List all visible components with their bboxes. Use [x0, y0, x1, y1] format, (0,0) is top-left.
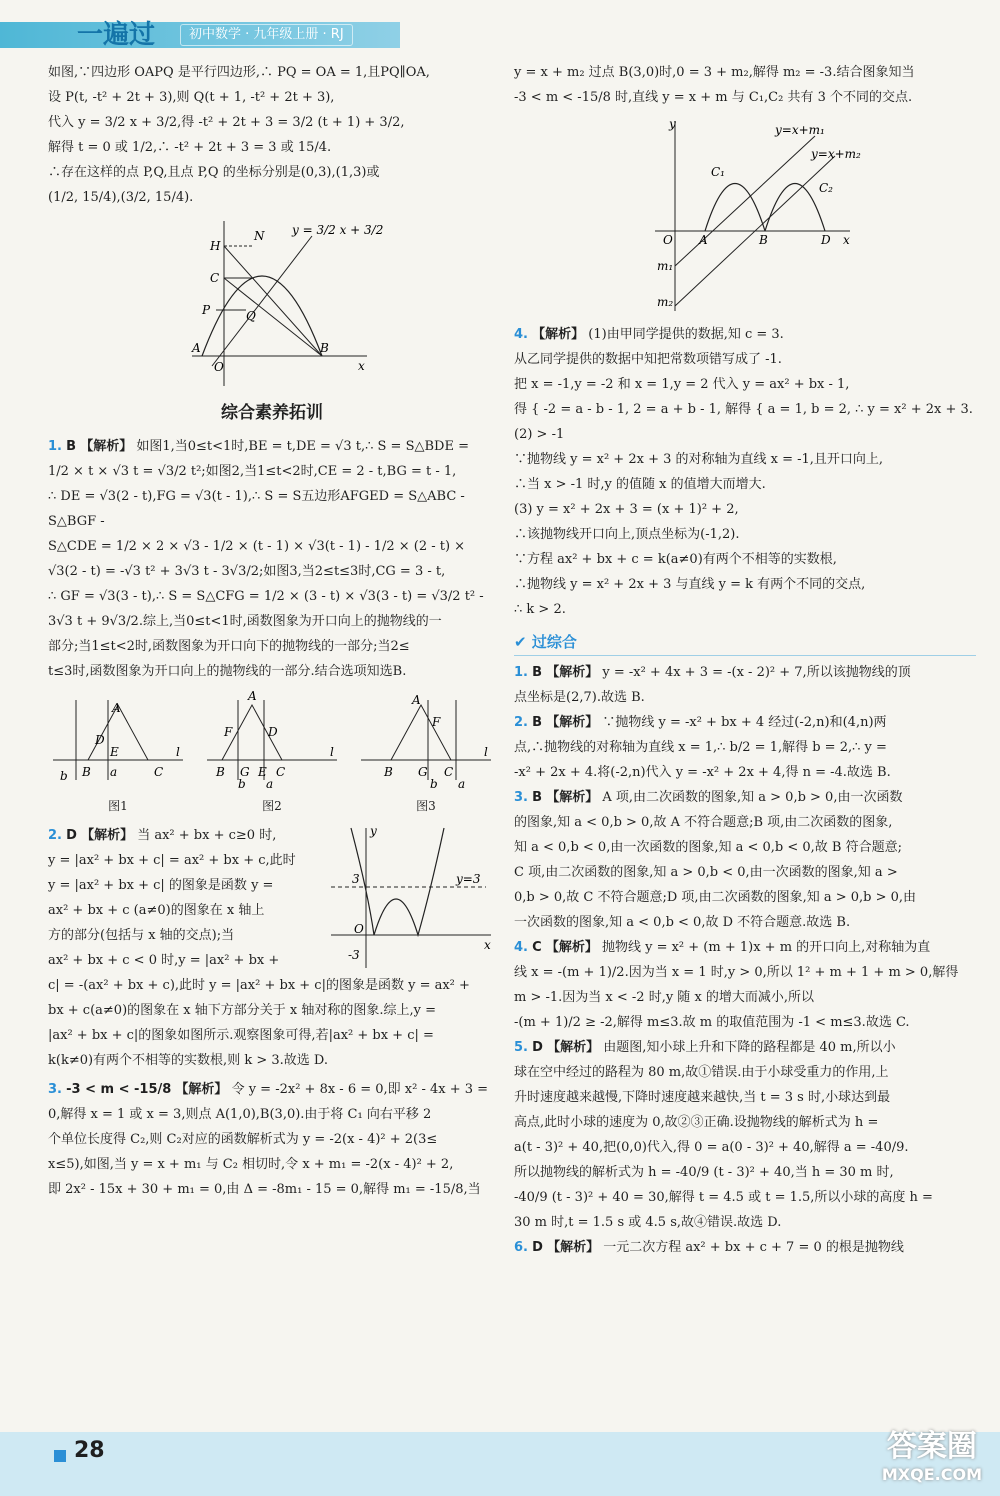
text-line: 令 y = -2x² + 8x - 6 = 0,即 x² - 4x + 3 =: [231, 1082, 489, 1097]
svg-text:b: b: [238, 777, 246, 791]
text-line: -x² + 2x + 4.将(-2,n)代入 y = -x² + 2x + 4,得 n = -4.故选 B.: [514, 765, 891, 780]
fig-label: x: [843, 233, 850, 247]
question-1: [48, 434, 496, 819]
text-line: 高点,此时小球的速度为 0,故②③正确.设抛物线的解析式为 h =: [514, 1115, 879, 1130]
text-line: 如图,∵四边形 OAPQ 是平行四边形,∴ PQ = OA = 1,且PQ∥OA,: [48, 65, 430, 80]
text-line: 3√3 t + 9√3/2.综上,当0≤t<1时,函数图象为开口向上的抛物线的一: [48, 614, 442, 629]
svg-text:E: E: [258, 765, 267, 779]
answer-choice: D: [532, 1240, 543, 1255]
svg-text:b: b: [60, 769, 68, 783]
text-line: 设 P(t, -t² + 2t + 3),则 Q(t + 1, -t² + 2t + 3),: [48, 90, 335, 105]
text-line: 升时速度越来越慢,下降时速度越来越快,当 t = 3 s 时,小球达到最: [514, 1090, 891, 1105]
text-line: y = x + m₂ 过点 B(3,0)时,0 = 3 + m₂,解得 m₂ = -3.结合图象知当: [514, 65, 915, 80]
svg-text:B: B: [384, 765, 393, 779]
svg-text:G: G: [240, 765, 250, 779]
fig-label: N: [254, 229, 265, 243]
svg-text:l: l: [176, 745, 180, 759]
fig-label: C₁: [711, 165, 725, 179]
figure-1: [48, 690, 188, 819]
fig-label: O: [663, 233, 673, 247]
text-line: ax² + bx + c (a≠0)的图象在 x 轴上: [48, 903, 265, 918]
text-line: ∴ GF = √3(3 - t),∴ S = S△CFG = 1/2 × (3 - t) × √3(3 - t) = √3/2 t² -: [48, 589, 484, 604]
question-number: 6.: [514, 1240, 528, 1255]
check-icon: ✔: [514, 633, 527, 651]
text-line: 把 x = -1,y = -2 和 x = 1,y = 2 代入 y = ax² + bx - 1,: [514, 377, 850, 392]
fig-label: B: [759, 233, 768, 247]
watermark-url: MXQE.COM: [881, 1465, 982, 1484]
text-line: y = -x² + 4x + 3 = -(x - 2)² + 7,所以该抛物线的顶: [602, 665, 911, 680]
question-list: [514, 660, 976, 1260]
question-number: 2.: [48, 828, 62, 843]
fig-label: y = 3/2 x + 3/2: [292, 223, 384, 237]
text-line: 1/2 × t × √3 t = √3/2 t²;如图2,当1≤t<2时,CE = 2 - t,BG = t - 1,: [48, 464, 457, 479]
prev-answer-continuation: [48, 60, 496, 210]
svg-text:B: B: [82, 765, 91, 779]
text-line: -40/9 (t - 3)² + 40 = 30,解得 t = 4.5 或 t = 1.5,所以小球的高度 h =: [514, 1190, 933, 1205]
fig-label: Q: [246, 309, 256, 323]
analysis-tag: 【解析】: [546, 665, 599, 680]
question-3: [48, 1077, 496, 1202]
text-line: 即 2x² - 15x + 30 + m₁ = 0,由 Δ = -8m₁ - 15 = 0,解得 m₁ = -15/8,当: [48, 1182, 481, 1197]
svg-text:F: F: [224, 725, 233, 739]
text-line: 点,∴抛物线的对称轴为直线 x = 1,∴ b/2 = 1,解得 b = 2,∴ y =: [514, 740, 887, 755]
parallelogram-parabola-figure: [172, 216, 384, 391]
fig-label: D: [821, 233, 831, 247]
text-line: (1)由甲同学提供的数据,知 c = 3.: [588, 327, 784, 342]
text-line: √3(2 - t) = -√3 t² + 3√3 t - 3√3/2;如图3,当2≤t≤3时,CG = 3 - t,: [48, 564, 446, 579]
text-line: 0,解得 x = 1 或 x = 3,则点 A(1,0),B(3,0).由于将 C₁ 向右平移 2: [48, 1107, 432, 1122]
analysis-tag: 【解析】: [546, 715, 599, 730]
answer-choice: B: [532, 790, 543, 805]
list-item: [514, 1235, 976, 1260]
figure-2: [202, 690, 342, 819]
text-line: 从乙同学提供的数据中知把常数项错写成了 -1.: [514, 352, 782, 367]
svg-text:A: A: [112, 701, 121, 715]
answer-choice: B: [532, 665, 543, 680]
analysis-tag: 【解析】: [532, 327, 585, 342]
watermark-title: 答案圈: [886, 1429, 977, 1464]
text-line: ∵抛物线 y = x² + 2x + 3 的对称轴为直线 x = -1,且开口向上,: [514, 452, 884, 467]
page-marker-icon: [54, 1450, 66, 1462]
question-number: 3.: [48, 1082, 62, 1097]
fig-label: A: [699, 233, 708, 247]
fig-label: y=x+m₂: [811, 147, 861, 161]
text-line: x≤5),如图,当 y = x + m₁ 与 C₂ 相切时,令 x + m₁ = -2(x - 4)² + 2,: [48, 1157, 454, 1172]
figure-3: [356, 690, 496, 819]
text-line: 一次函数的图象,知 a < 0,b < 0,故 D 不符合题意.故选 B.: [514, 915, 851, 930]
text-line: 代入 y = 3/2 x + 3/2,得 -t² + 2t + 3 = 3/2 (t + 1) + 3/2,: [48, 115, 405, 130]
answer-choice: B: [66, 439, 77, 454]
fig-label: m₁: [657, 259, 674, 273]
text-line: S△CDE = 1/2 × 2 × √3 - 1/2 × (t - 1) × √3(t - 1) - 1/2 × (2 - t) ×: [48, 539, 466, 554]
text-line: 方的部分(包括与 x 轴的交点);当: [48, 928, 235, 943]
text-line: 个单位长度得 C₂,则 C₂对应的函数解析式为 y = -2(x - 4)² + 2(3≤: [48, 1132, 438, 1147]
fig-label: P: [202, 303, 211, 317]
page-number: 28: [74, 1438, 105, 1463]
analysis-tag: 【解析】: [547, 1040, 600, 1055]
analysis-tag: 【解析】: [175, 1082, 228, 1097]
text-line: |ax² + bx + c|的图象如图所示.观察图象可得,若|ax² + bx + c| =: [48, 1028, 434, 1043]
breadcrumb: 初中数学 · 九年级上册 · RJ: [180, 24, 353, 46]
text-line: 抛物线 y = x² + (m + 1)x + m 的开口向上,对称轴为直: [601, 940, 931, 955]
text-line: t≤3时,函数图象为开口向上的抛物线的一部分.结合选项知选B.: [48, 664, 407, 679]
text-line: ∵抛物线 y = -x² + bx + 4 经过(-2,n)和(4,n)两: [602, 715, 887, 730]
text-line: 点坐标是(2,7).故选 B.: [514, 690, 645, 705]
text-line: -3 < m < -15/8 时,直线 y = x + m 与 C₁,C₂ 共有 3 个不同的交点.: [514, 90, 913, 105]
text-line: c| = -(ax² + bx + c),此时 y = |ax² + bx + c|的图象是函数 y = ax² +: [48, 978, 470, 993]
text-line: (2) > -1: [514, 427, 565, 442]
text-line: ax² + bx + c < 0 时,y = |ax² + bx +: [48, 953, 280, 968]
fig-label: y: [669, 117, 676, 131]
text-line: 0,b > 0,故 C 不符合题意;D 项,由二次函数的图象,知 a > 0,b > 0,由: [514, 890, 917, 905]
fig-label: x: [484, 938, 491, 952]
svg-text:C: C: [154, 765, 164, 779]
svg-text:B: B: [216, 765, 225, 779]
section-title-text: 过综合: [531, 633, 577, 651]
svg-text:C: C: [276, 765, 286, 779]
text-line: ∴该抛物线开口向上,顶点坐标为(-1,2).: [514, 527, 740, 542]
text-line: A 项,由二次函数的图象,知 a > 0,b > 0,由一次函数: [602, 790, 903, 805]
svg-text:a: a: [110, 765, 118, 779]
fig-label: C: [210, 271, 220, 285]
text-line: bx + c(a≠0)的图象在 x 轴下方部分关于 x 轴对称的图象.综上,y =: [48, 1003, 436, 1018]
text-line: 部分;当1≤t<2时,函数图象为开口向下的抛物线的一部分;当2≤: [48, 639, 410, 654]
text-line: 解得 t = 0 或 1/2,∴ -t² + 2t + 3 = 3 或 15/4.: [48, 140, 332, 155]
triangle-figures: [48, 690, 496, 819]
svg-text:a: a: [458, 777, 466, 791]
text-line: y = |ax² + bx + c| = ax² + bx + c,此时: [48, 853, 296, 868]
question-number: 1.: [48, 439, 62, 454]
two-parabolas-figure: [635, 116, 861, 316]
question-number: 4.: [514, 327, 528, 342]
answer-choice: B: [532, 715, 543, 730]
question-number: 4.: [514, 940, 528, 955]
text-line: 由题图,知小球上升和下降的路程都是 40 m,所以小: [603, 1040, 896, 1055]
svg-text:b: b: [430, 777, 438, 791]
svg-text:D: D: [95, 733, 105, 747]
text-line: 所以抛物线的解析式为 h = -40/9 (t - 3)² + 40,当 h = 30 m 时,: [514, 1165, 894, 1180]
text-line: ∵方程 ax² + bx + c = k(a≠0)有两个不相等的实数根,: [514, 552, 837, 567]
text-line: 得 { -2 = a - b - 1, 2 = a + b - 1, 解得 { a = 1, b = 2, ∴ y = x² + 2x + 3.: [514, 402, 973, 417]
fig-label: H: [210, 239, 221, 253]
text-line: -(m + 1)/2 ≥ -2,解得 m≤3.故 m 的取值范围为 -1 < m≤3.故选 C.: [514, 1015, 910, 1030]
analysis-tag: 【解析】: [547, 1240, 600, 1255]
text-line: 知 a < 0,b < 0,由一次函数的图象,知 a < 0,b < 0,故 B 符合题意;: [514, 840, 902, 855]
right-column: [514, 60, 976, 1260]
svg-text:G: G: [418, 765, 428, 779]
fig-label: B: [320, 341, 329, 355]
figure-caption: 图1: [108, 799, 128, 813]
fig-label: 3: [352, 872, 360, 886]
list-item: [514, 710, 976, 785]
question-number: 2.: [514, 715, 528, 730]
fig-label: C₂: [819, 181, 833, 195]
text-line: ∴当 x > -1 时,y 的值随 x 的值增大而增大.: [514, 477, 766, 492]
text-line: 的图象,知 a < 0,b > 0,故 A 不符合题意;B 项,由二次函数的图象,: [514, 815, 893, 830]
text-line: ∴抛物线 y = x² + 2x + 3 与直线 y = k 有两个不同的交点,: [514, 577, 866, 592]
fig-label: y: [370, 824, 377, 838]
text-line: 球在空中经过的路程为 80 m,故①错误.由于小球受重力的作用,上: [514, 1065, 889, 1080]
analysis-tag: 【解析】: [81, 828, 134, 843]
svg-text:E: E: [110, 745, 119, 759]
text-line: y = |ax² + bx + c| 的图象是函数 y =: [48, 878, 274, 893]
svg-text:C: C: [444, 765, 454, 779]
question-number: 1.: [514, 665, 528, 680]
left-column: [48, 60, 496, 1202]
fig-label: y=3: [456, 872, 481, 886]
analysis-tag: 【解析】: [80, 439, 133, 454]
svg-text:A: A: [412, 693, 421, 707]
section-title: 综合素养拓训: [221, 403, 323, 423]
section-title: [514, 630, 976, 656]
list-item: [514, 785, 976, 935]
svg-text:l: l: [330, 745, 334, 759]
text-line: 一元二次方程 ax² + bx + c + 7 = 0 的根是抛物线: [603, 1240, 904, 1255]
text-line: ∴存在这样的点 P,Q,且点 P,Q 的坐标分别是(0,3),(1,3)或: [48, 165, 380, 180]
question-2: [48, 823, 496, 1073]
fig-label: y=x+m₁: [775, 123, 825, 137]
text-line: k(k≠0)有两个不相等的实数根,则 k > 3.故选 D.: [48, 1053, 328, 1068]
text-line: 如图1,当0≤t<1时,BE = t,DE = √3 t,∴ S = S△BDE =: [136, 439, 469, 454]
figure-caption: 图3: [416, 799, 436, 813]
list-item: [514, 1035, 976, 1235]
svg-text:A: A: [248, 689, 257, 703]
text-line: C 项,由二次函数的图象,知 a > 0,b < 0,由一次函数的图象,知 a >: [514, 865, 898, 880]
svg-text:a: a: [266, 777, 274, 791]
fig-label: A: [192, 341, 201, 355]
text-line: 线 x = -(m + 1)/2.因为当 x = 1 时,y > 0,所以 1² + m + 1 + m > 0,解得: [514, 965, 959, 980]
text-line: ∴ k > 2.: [514, 602, 566, 617]
svg-text:F: F: [432, 715, 441, 729]
question-number: 3.: [514, 790, 528, 805]
text-line: ∴ DE = √3(2 - t),FG = √3(t - 1),∴ S = S五边形AFGED = S△ABC - S△BGF -: [48, 489, 465, 529]
text-line: (1/2, 15/4),(3/2, 15/4).: [48, 190, 194, 205]
answer-choice: D: [66, 828, 77, 843]
answer-choice: -3 < m < -15/8: [66, 1082, 172, 1097]
watermark: [882, 1429, 982, 1484]
fig-label: O: [354, 922, 364, 936]
text-line: (3) y = x² + 2x + 3 = (x + 1)² + 2,: [514, 502, 739, 517]
question-number: 5.: [514, 1040, 528, 1055]
analysis-tag: 【解析】: [546, 790, 599, 805]
text-line: m > -1.因为当 x < -2 时,y 随 x 的增大而减小,所以: [514, 990, 815, 1005]
list-item: [514, 660, 976, 710]
svg-text:D: D: [268, 725, 278, 739]
answer-choice: C: [532, 940, 542, 955]
text-line: 30 m 时,t = 1.5 s 或 4.5 s,故④错误.故选 D.: [514, 1215, 782, 1230]
text-line: a(t - 3)² + 40,把(0,0)代入,得 0 = a(0 - 3)² + 40,解得 a = -40/9.: [514, 1140, 909, 1155]
text-line: 当 ax² + bx + c≥0 时,: [137, 828, 277, 843]
question-4: [514, 322, 976, 622]
series-logo: 一遍过: [76, 20, 155, 50]
answer-choice: D: [532, 1040, 543, 1055]
list-item: [514, 935, 976, 1035]
footer-bar: [0, 1432, 1000, 1496]
fig-label: x: [358, 359, 365, 373]
fig-label: m₂: [657, 295, 674, 309]
fig-label: -3: [348, 948, 360, 962]
analysis-tag: 【解析】: [545, 940, 598, 955]
figure-caption: 图2: [262, 799, 282, 813]
abs-parabola-figure: [326, 823, 496, 973]
fig-label: O: [214, 360, 224, 374]
svg-text:l: l: [484, 745, 488, 759]
